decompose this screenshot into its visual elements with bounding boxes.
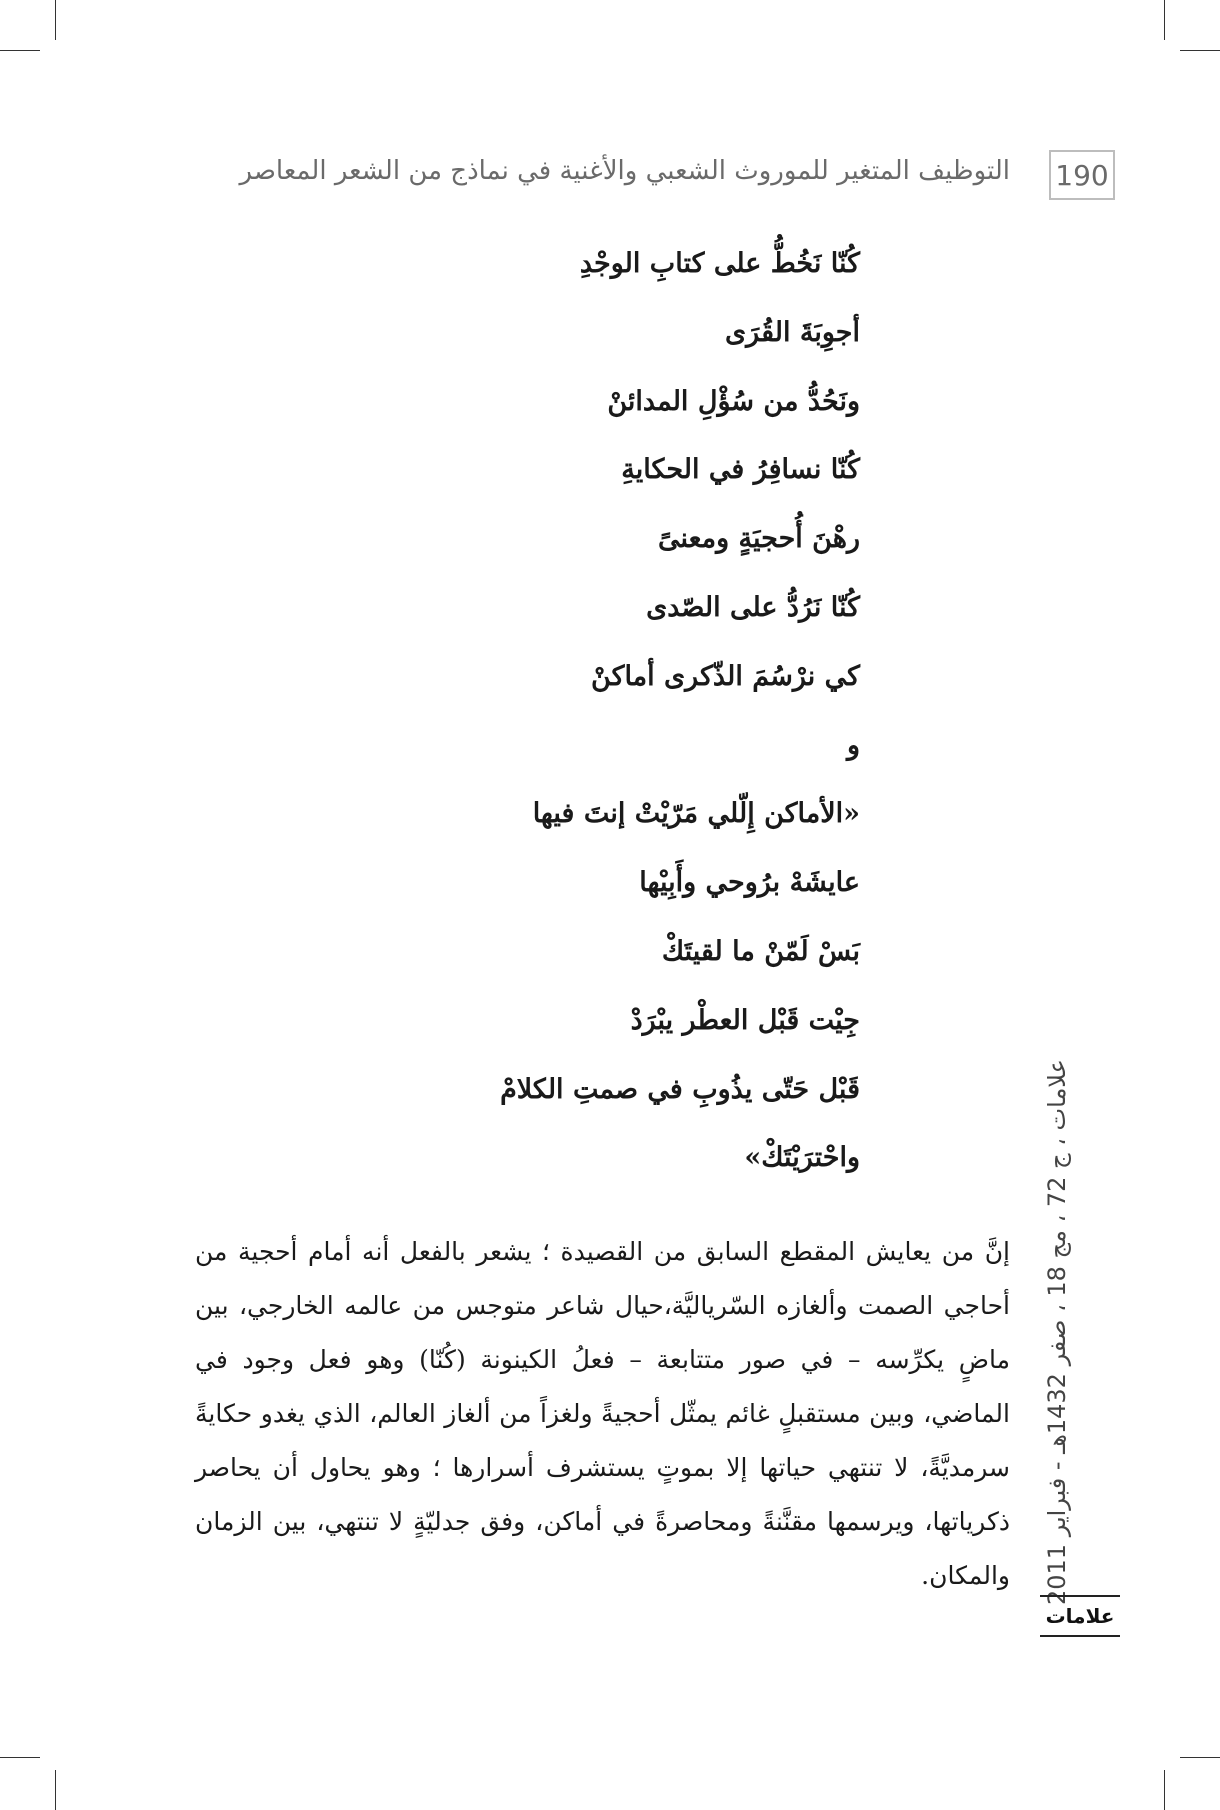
journal-info-vertical: علامات ، ج 72 ، مج 18 ، صفر 1432هـ - فبراير 2011 — [1043, 1059, 1071, 1605]
poem-line: كُنّا نَخُطُّ على كتابِ الوجْدِ — [579, 248, 860, 279]
poem-line: كُنّا نسافِرُ في الحكايةِ — [621, 454, 860, 486]
poem-line: أجوِبَةَ القُرَى — [725, 316, 860, 348]
crop-mark — [0, 1757, 40, 1758]
body-paragraph: إنَّ من يعايش المقطع السابق من القصيدة ؛ يشعر بالفعل أنه أمام أحجية من أحاجي الصمت وألغازه السّرياليَّة،حيال شاعر متوجس من عالمه الخارجي، بين ماضٍ يكرِّسه – في صور متتابعة – فعلُ الكينونة (كُنّا) وهو فعل وجود في الماضي، وبين مستقبلٍ غائم يمثّل أحجيةً ولغزاً من ألغاز العالم، الذي يغدو حكايةً سرمديَّةً، لا تنتهي حياتها إلا بموتٍ يستشرف أسرارها ؛ وهو يحاول أن يحاصر ذكرياتها، ويرسمها مقنَّنةً ومحاصرةً في أماكن، وفق جدليّةٍ لا تنتهي، بين الزمان والمكان. — [195, 1237, 1010, 1590]
poem-line: بَسْ لَمّنْ ما لقيتَكْ — [661, 935, 860, 967]
running-title: التوظيف المتغير للموروث الشعبي والأغنية في نماذج من الشعر المعاصر — [239, 156, 1010, 186]
page-number-box — [1049, 150, 1115, 200]
poem-line: جِيْت قَبْل العطْر يبْرَدْ — [630, 1004, 860, 1036]
crop-mark — [1164, 0, 1165, 40]
poem-line: رهْنَ أُحجيَةٍ ومعنىً — [657, 523, 860, 555]
crop-mark — [55, 1770, 56, 1810]
poem-line: و — [846, 729, 860, 761]
page-number: 190 — [1055, 158, 1109, 192]
poem-line: قَبْل حَتّى يذُوبِ في صمتِ الكلامْ — [500, 1073, 860, 1105]
poem — [320, 230, 860, 1193]
poem-line: ونَحُدُّ من سُؤْلِ المدائنْ — [607, 385, 860, 417]
poem-line: «الأماكن إِلّلي مَرّيْتْ إنتَ فيها — [532, 798, 860, 830]
poem-line: كي نرْسُمَ الذّكرى أماكنْ — [591, 660, 860, 692]
poem-line: عايشَهْ برُوحي وأَبِيْها — [639, 867, 860, 899]
crop-mark — [0, 50, 40, 51]
poem-line: كُنّا نَرُدُّ على الصّدى — [646, 591, 860, 623]
crop-mark — [55, 0, 56, 40]
journal-logo: علامات — [1040, 1595, 1120, 1637]
running-header — [200, 150, 1115, 200]
crop-mark — [1164, 1770, 1165, 1810]
crop-mark — [1180, 50, 1220, 51]
crop-mark — [1180, 1757, 1220, 1758]
poem-line: واحْترَيْتَكْ» — [744, 1142, 860, 1174]
